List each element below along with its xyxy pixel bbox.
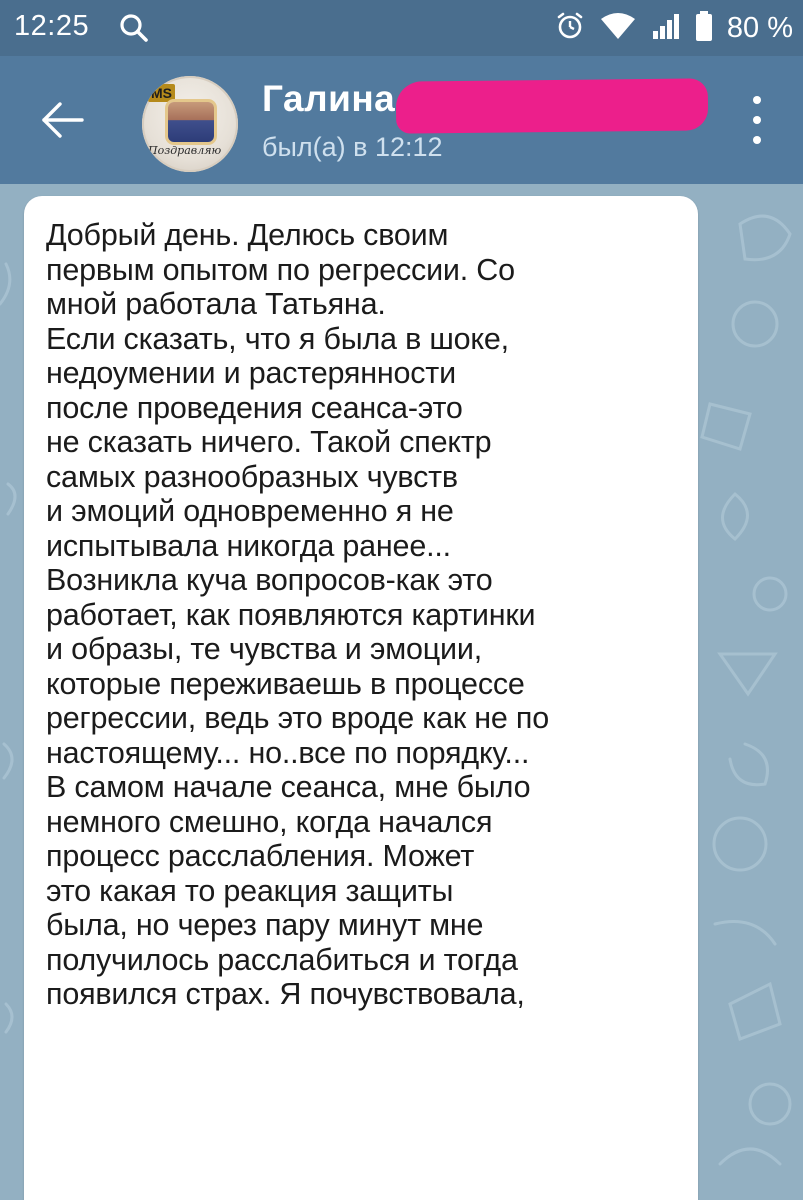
more-vert-dot [753, 136, 761, 144]
avatar-badge: MS [148, 84, 175, 102]
message-line: регрессии, ведь это вроде как не по [46, 701, 550, 735]
message-bubble[interactable] [24, 196, 698, 1200]
avatar-photo [168, 102, 214, 142]
message-line: первым опытом по регрессии. Со [46, 252, 515, 287]
status-bar [0, 0, 803, 56]
message-line: Возникла куча вопросов-как это [46, 563, 493, 597]
message-line: это какая то реакция защиты [46, 873, 454, 908]
message-line: Добрый день. Делюсь своим [46, 218, 449, 252]
chat-area[interactable] [0, 184, 803, 1200]
back-button[interactable] [38, 98, 88, 142]
signal-icon [651, 11, 681, 46]
last-seen-status: был(а) в 12:12 [262, 132, 443, 162]
message-line: которые переживаешь в процессе [46, 666, 525, 701]
search-icon [118, 12, 150, 44]
message-line: недоумении и растерянности [46, 356, 456, 390]
message-line: и образы, те чувства и эмоции, [46, 632, 482, 666]
message-line: получилось расслабиться и тогда [46, 942, 518, 977]
message-line: настоящему... но..все по порядку... [46, 735, 530, 770]
message-line: немного смешно, когда начался [46, 804, 493, 839]
message-line: была, но через пару минут мне [46, 908, 484, 942]
back-arrow-icon [38, 98, 88, 142]
more-vert-icon [753, 96, 761, 104]
message-text [46, 218, 686, 1012]
message-line: после проведения сеанса-это [46, 390, 463, 425]
message-line: не сказать ничего. Такой спектр [46, 425, 492, 459]
chat-header [0, 56, 803, 184]
status-indicators [555, 8, 793, 48]
contact-avatar[interactable] [142, 76, 238, 172]
alarm-icon [555, 11, 585, 46]
message-line: процесс расслабления. Может [46, 839, 475, 873]
message-line: самых разнообразных чувств [46, 459, 458, 494]
status-time: 12:25 [14, 10, 90, 42]
message-line: Если сказать, что я была в шоке, [46, 321, 509, 356]
message-line: и эмоций одновременно я не [46, 494, 454, 528]
message-line: появился страх. Я почувствовала, [46, 977, 525, 1011]
message-line: мной работала Татьяна. [46, 287, 386, 321]
more-options-button[interactable] [747, 96, 767, 144]
avatar-caption: Поздравляю [148, 144, 222, 157]
contact-name[interactable]: Галина [262, 78, 396, 119]
message-line: испытывала никогда ранее... [46, 528, 451, 563]
battery-icon [695, 10, 713, 47]
message-line: В самом начале сеанса, мне было [46, 770, 531, 804]
message-line: работает, как появляются картинки [46, 597, 536, 632]
wifi-icon [599, 11, 637, 46]
more-vert-dot [753, 116, 761, 124]
battery-percent: 80 % [726, 11, 793, 44]
redaction-mark [396, 78, 709, 133]
